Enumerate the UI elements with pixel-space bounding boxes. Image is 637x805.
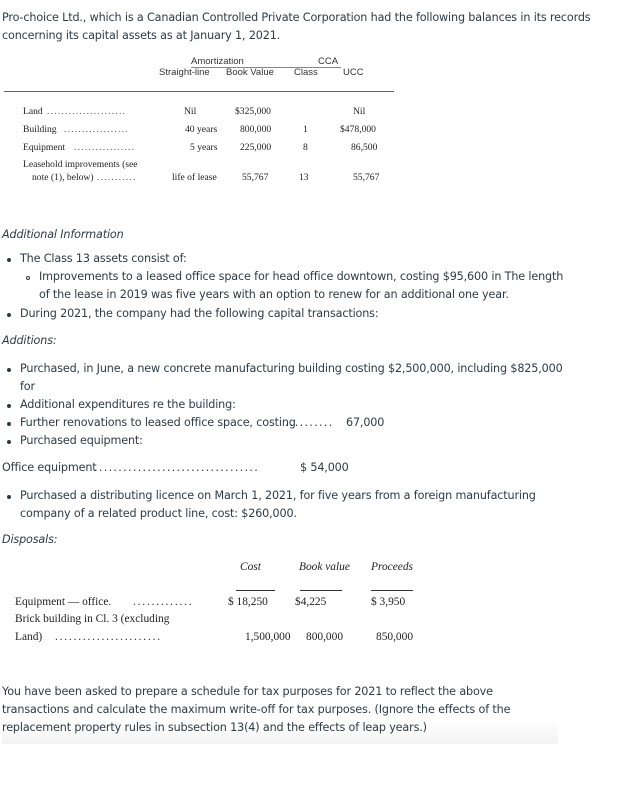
dot-leader: .................. [64, 124, 129, 135]
row-asset: Equipment [23, 142, 66, 153]
dot-leader: .......... [285, 416, 334, 429]
row-ucc: Nil [353, 106, 366, 117]
addition-item: Purchased equipment: [20, 434, 143, 447]
additions-heading: Additions: [2, 334, 57, 347]
bullet-icon [7, 404, 11, 408]
row-straight-line: 5 years [190, 142, 218, 153]
disposals-heading: Disposals: [2, 533, 58, 546]
row-asset-line2: note (1), below) [32, 172, 94, 183]
col-header-book-value: Book Value [226, 67, 274, 78]
additional-info-heading: Additional Information [2, 228, 124, 241]
row-book-value: 800,000 [240, 124, 272, 135]
dot-leader: ................. [74, 142, 136, 153]
dot-leader: .................................. [94, 461, 260, 474]
row-asset: Equipment — office. [15, 596, 112, 608]
col-header-straight-line: Straight-line [159, 67, 210, 78]
row-straight-line: Nil [184, 106, 197, 117]
office-equipment-amount: $ 54,000 [300, 461, 349, 474]
dot-leader: ...................... [47, 106, 127, 117]
bullet-icon [7, 422, 11, 426]
row-ucc: 55,767 [353, 172, 380, 183]
class13-sub-bullet-line1: Improvements to a leased office space for head office downtown, costing $95,600 in The length [39, 270, 564, 283]
row-proceeds: $ 3,950 [371, 596, 406, 608]
transactions-bullet: During 2021, the company had the following capital transactions: [20, 307, 379, 320]
col-header-class: Class [294, 67, 318, 78]
col-header-proceeds: Proceeds [371, 561, 413, 573]
row-book-value: 55,767 [242, 172, 269, 183]
row-cost: $ 18,250 [228, 596, 268, 608]
col-header-cost: Cost [240, 561, 261, 573]
row-asset: Land [23, 106, 43, 117]
intro-paragraph: Pro-choice Ltd., which is a Canadian Controlled Private Corporation had the following balances in its records concerning its capital assets as at January 1, 2021. [2, 11, 591, 42]
addition-item-amount: 67,000 [346, 416, 385, 429]
col-underline [236, 590, 275, 591]
row-cost: 1,500,000 [245, 631, 291, 643]
dot-leader: ............. [133, 596, 194, 608]
row-ucc: 86,500 [351, 142, 378, 153]
addition-item-line2: for [20, 380, 35, 393]
bullet-icon [7, 313, 11, 317]
row-asset-line2: Land) [15, 631, 43, 643]
addition-item-line1: Purchased, in June, a new concrete manufacturing building costing $2,500,000, including $825,000 [20, 362, 563, 375]
amortization-group-header: Amortization [191, 56, 244, 67]
cca-group-header: CCA [318, 56, 339, 67]
class13-bullet: The Class 13 assets consist of: [20, 252, 187, 265]
row-ucc: $478,000 [340, 124, 376, 135]
row-straight-line: 40 years [185, 124, 218, 135]
class13-sub-bullet-line2: of the lease in 2019 was five years with an option to renew for an additional one year. [39, 288, 509, 301]
row-book-value: 225,000 [240, 142, 272, 153]
row-asset: Leasehold improvements (see [23, 159, 138, 170]
bullet-icon [7, 495, 11, 499]
addition-item: Further renovations to leased office space, costing [20, 416, 296, 429]
bullet-icon [7, 368, 11, 372]
row-asset: Building [23, 124, 57, 135]
row-straight-line: life of lease [172, 172, 217, 183]
col-header-ucc: UCC [343, 67, 364, 78]
licence-line2: company of a related product line, cost: $260,000. [20, 507, 297, 520]
task-paragraph: You have been asked to prepare a schedule for tax purposes for 2021 to reflect the above transactions and calculate the maximum write-off for tax purposes. (Ignore the effects of the replacement property rules in subsection 13(4) and the effects of leap years.) [2, 683, 558, 744]
addition-item: Additional expenditures re the building: [20, 398, 236, 411]
row-proceeds: 850,000 [376, 631, 414, 643]
row-class: 8 [303, 142, 308, 153]
licence-line1: Purchased a distributing licence on March 1, 2021, for five years from a foreign manufacturing [20, 489, 536, 502]
office-equipment-label: Office equipment [2, 461, 97, 474]
row-book-value: $325,000 [235, 106, 271, 117]
row-book-value: 800,000 [306, 631, 344, 643]
bullet-icon [7, 258, 11, 262]
bullet-icon [7, 440, 11, 444]
header-rule [4, 91, 394, 92]
row-asset: Brick building in Cl. 3 (excluding [15, 613, 170, 625]
dot-leader: ....................... [55, 631, 162, 643]
circle-bullet-icon [26, 276, 30, 280]
col-header-book-value: Book value [299, 561, 350, 573]
col-underline [371, 590, 413, 591]
row-class: 13 [299, 172, 309, 183]
row-book-value: $4,225 [295, 596, 327, 608]
col-underline [300, 590, 342, 591]
row-class: 1 [303, 124, 308, 135]
dot-leader: ........... [97, 172, 137, 183]
